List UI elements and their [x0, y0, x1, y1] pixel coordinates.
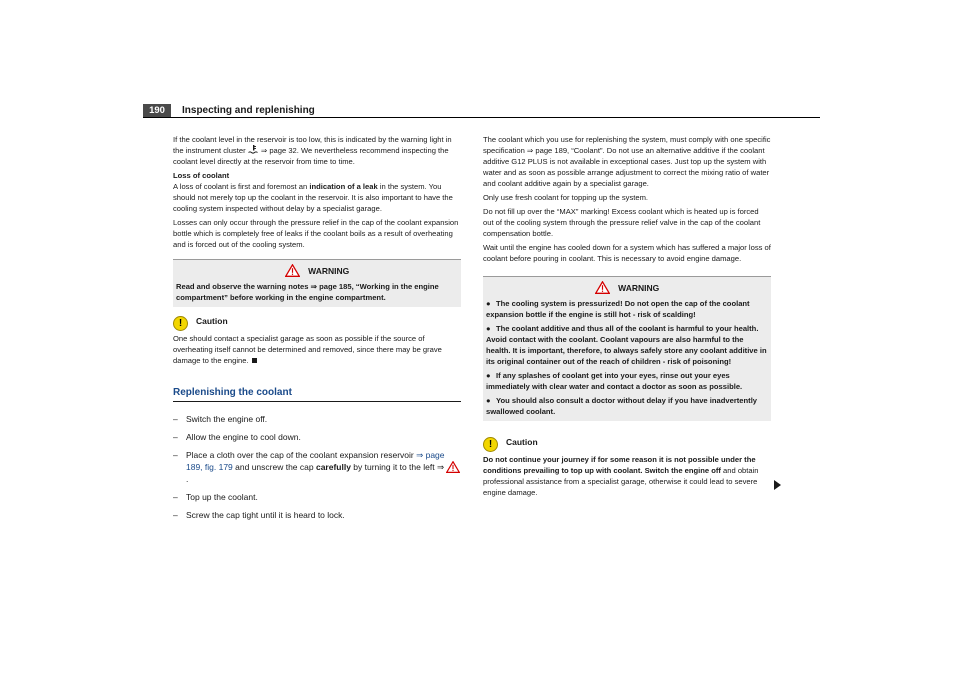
step-3: – Place a cloth over the cap of the coolant expansion reservoir ⇒ page 189, fig. 179 and unscrew the cap carefully by turning it to the left ⇒ . — [173, 449, 461, 485]
caution-text: Do not continue your journey if for some reason it is not possible under the conditions prevailing to top up with coolant. Switch the engine off and obtain professional assistance from a specialist garage, otherwise it could lead to severe engine damage. — [483, 455, 759, 497]
caution-icon: ! — [483, 437, 498, 452]
paragraph-coolant-level: If the coolant level in the reservoir is too low, this is indicated by the warning light in the instrument cluster ⇒ page 32. We nevertheless recommend inspecting the coolant level directly at the reservoir from time to time. — [173, 135, 452, 166]
caution-title: Caution — [506, 437, 538, 447]
section-title-replenishing: Replenishing the coolant — [173, 386, 461, 402]
step-4: – Top up the coolant. — [173, 492, 258, 502]
page-ref-189-fig-179[interactable]: ⇒ page 189, fig. 179 — [186, 450, 445, 472]
coolant-icon — [248, 146, 261, 155]
warning-icon-inline[interactable] — [446, 461, 460, 473]
caution-title: Caution — [196, 316, 228, 326]
paragraph-specification: The coolant which you use for replenishing the system, must comply with one specific specification ⇒ page 189, “Coolant”. Do not use an alternative additive if the coolant additive G12 PLUS is not available in exceptional cases. Just top up the system with water and as soon as possible arrange adjustment to correct the mixing ratio of water and coolant additive again by a specialist garage. — [483, 135, 771, 188]
caution-text: One should contact a specialist garage as soon as possible if the source of overheating itself cannot be determined and removed, since there may be grave damage to the engine. — [173, 334, 442, 365]
next-page-arrow-icon[interactable] — [774, 480, 781, 490]
loss-of-coolant-heading: Loss of coolant — [173, 171, 230, 180]
paragraph-max-marking: Do not fill up over the “MAX” marking! Excess coolant which is heated up is forced out of the cooling system through the pressure relief valve in the cap of the coolant compensation bottle. — [483, 207, 761, 238]
warning-item: ● If any splashes of coolant get into your eyes, rinse out your eyes immediately with clear water and contact a doctor as soon as possible. — [486, 371, 743, 391]
page-ref-32[interactable]: ⇒ page 32 — [260, 146, 297, 155]
warning-box-left: WARNING Read and observe the warning notes ⇒ page 185, “Working in the engine compartment” before working in the engine compartment. — [173, 259, 461, 307]
paragraph-fresh-coolant: Only use fresh coolant for topping up the system. — [483, 193, 649, 202]
left-column — [173, 134, 461, 527]
step-5: – Screw the cap tight until it is heard to lock. — [173, 510, 345, 520]
paragraph-wait-cool: Wait until the engine has cooled down for a system which has suffered a major loss of coolant before pouring in coolant. This is necessary to avoid engine damage. — [483, 243, 771, 263]
warning-item: ● The coolant additive and thus all of the coolant is harmful to your health. Avoid contact with the coolant. Coolant vapours are also harmful to the health. It is important, therefore, to always safely store any coolant additive in its original container out of the reach of children - risk of poisoning! — [486, 324, 767, 366]
warning-item: ● You should also consult a doctor without delay if you have inadvertently swallowed coolant. — [486, 396, 758, 416]
warning-item: ● The cooling system is pressurized! Do not open the cap of the coolant expansion bottle if the engine is still hot - risk of scalding! — [486, 299, 750, 319]
paragraph-pressure-relief: Losses can only occur through the pressure relief in the cap of the coolant expansion bottle which is completely free of leaks if the coolant boils as a result of overheating and is forced out of the cooling system. — [173, 218, 459, 249]
paragraph-leak: A loss of coolant is first and foremost an indication of a leak in the system. You should not merely top up the coolant in the reservoir. It is also important to have the cooling system inspected without delay by a specialist garage. — [173, 182, 453, 213]
step-2: – Allow the engine to cool down. — [173, 432, 301, 442]
caution-icon: ! — [173, 316, 188, 331]
header-rule — [143, 117, 820, 118]
page-number: 190 — [143, 104, 171, 118]
warning-title: WARNING — [308, 266, 350, 276]
warning-icon — [595, 281, 610, 294]
page-title: Inspecting and replenishing — [182, 105, 315, 116]
right-column — [483, 134, 771, 501]
warning-box-right — [483, 276, 771, 421]
step-1: – Switch the engine off. — [173, 414, 268, 424]
page-ref-185[interactable]: ⇒ page 185, “Working in the engine compartment” — [176, 282, 439, 302]
warning-icon — [285, 264, 300, 277]
warning-title: WARNING — [618, 283, 660, 293]
end-of-section-mark — [252, 358, 257, 363]
